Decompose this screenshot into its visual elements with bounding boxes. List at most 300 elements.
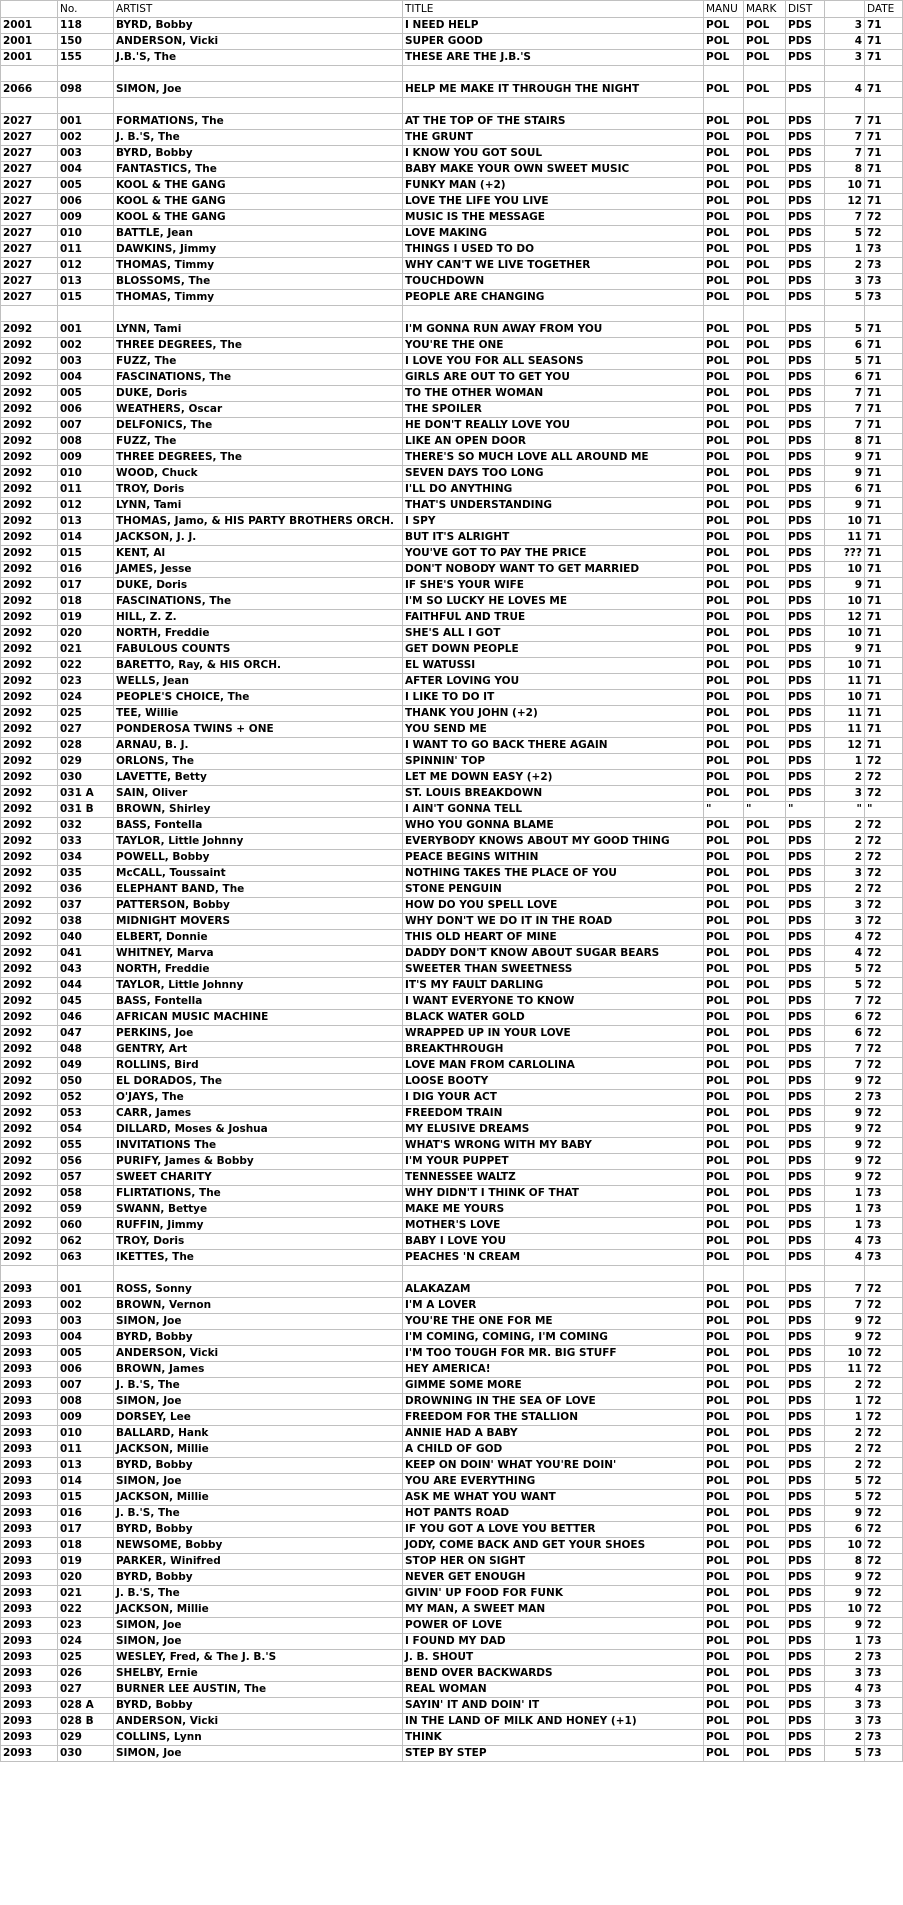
cell-title[interactable]: J. B. SHOUT (403, 1650, 704, 1666)
cell-artist[interactable]: BYRD, Bobby (114, 1698, 403, 1714)
cell-prefix[interactable]: 2092 (1, 818, 58, 834)
cell-title[interactable]: IF SHE'S YOUR WIFE (403, 578, 704, 594)
cell-title[interactable]: THESE ARE THE J.B.'S (403, 50, 704, 66)
cell-title[interactable] (403, 306, 704, 322)
cell-dist[interactable]: PDS (786, 1026, 825, 1042)
cell-dist[interactable]: PDS (786, 1042, 825, 1058)
cell-prefix[interactable]: 2093 (1, 1698, 58, 1714)
cell-manu[interactable]: POL (704, 514, 744, 530)
header-artist[interactable]: ARTIST (114, 1, 403, 18)
cell-manu[interactable]: POL (704, 1426, 744, 1442)
cell-artist[interactable]: BROWN, James (114, 1362, 403, 1378)
cell-number[interactable]: 013 (58, 274, 114, 290)
cell-artist[interactable]: THOMAS, Jamo, & HIS PARTY BROTHERS ORCH. (114, 514, 403, 530)
cell-mark[interactable]: POL (744, 226, 786, 242)
cell-artist[interactable]: NORTH, Freddie (114, 962, 403, 978)
cell-month[interactable]: 1 (825, 1186, 865, 1202)
cell-number[interactable]: 055 (58, 1138, 114, 1154)
cell-year[interactable]: 71 (865, 178, 903, 194)
cell-year[interactable]: 73 (865, 1682, 903, 1698)
cell-month[interactable]: 10 (825, 1538, 865, 1554)
cell-dist[interactable]: PDS (786, 1074, 825, 1090)
cell-number[interactable]: 001 (58, 1282, 114, 1298)
cell-artist[interactable]: RUFFIN, Jimmy (114, 1218, 403, 1234)
cell-mark[interactable]: POL (744, 1506, 786, 1522)
cell-title[interactable]: PEACE BEGINS WITHIN (403, 850, 704, 866)
cell-title[interactable]: BABY I LOVE YOU (403, 1234, 704, 1250)
cell-month[interactable]: 7 (825, 114, 865, 130)
cell-artist[interactable]: BYRD, Bobby (114, 1458, 403, 1474)
cell-manu[interactable]: POL (704, 1698, 744, 1714)
cell-dist[interactable]: PDS (786, 946, 825, 962)
cell-dist[interactable]: PDS (786, 898, 825, 914)
cell-prefix[interactable]: 2092 (1, 738, 58, 754)
cell-number[interactable]: 006 (58, 1362, 114, 1378)
cell-prefix[interactable]: 2092 (1, 1122, 58, 1138)
cell-mark[interactable]: POL (744, 1458, 786, 1474)
cell-number[interactable]: 031 B (58, 802, 114, 818)
cell-title[interactable]: LOVE THE LIFE YOU LIVE (403, 194, 704, 210)
cell-prefix[interactable]: 2092 (1, 1010, 58, 1026)
cell-manu[interactable]: POL (704, 1666, 744, 1682)
cell-mark[interactable]: POL (744, 82, 786, 98)
cell-artist[interactable]: PATTERSON, Bobby (114, 898, 403, 914)
cell-year[interactable]: 73 (865, 258, 903, 274)
cell-artist[interactable]: BYRD, Bobby (114, 1522, 403, 1538)
cell-dist[interactable]: PDS (786, 1474, 825, 1490)
cell-dist[interactable]: PDS (786, 562, 825, 578)
cell-prefix[interactable]: 2092 (1, 850, 58, 866)
cell-month[interactable]: 9 (825, 1138, 865, 1154)
cell-number[interactable] (58, 1266, 114, 1282)
cell-year[interactable]: 73 (865, 1730, 903, 1746)
cell-prefix[interactable]: 2092 (1, 322, 58, 338)
cell-mark[interactable]: POL (744, 178, 786, 194)
cell-artist[interactable]: MIDNIGHT MOVERS (114, 914, 403, 930)
cell-artist[interactable]: POWELL, Bobby (114, 850, 403, 866)
cell-artist[interactable]: JAMES, Jesse (114, 562, 403, 578)
cell-prefix[interactable]: 2092 (1, 338, 58, 354)
cell-prefix[interactable]: 2092 (1, 802, 58, 818)
cell-dist[interactable]: PDS (786, 114, 825, 130)
cell-year[interactable]: 72 (865, 1058, 903, 1074)
cell-year[interactable]: 73 (865, 1090, 903, 1106)
cell-year[interactable]: 72 (865, 930, 903, 946)
cell-mark[interactable]: POL (744, 402, 786, 418)
cell-year[interactable]: 71 (865, 722, 903, 738)
cell-title[interactable]: FREEDOM TRAIN (403, 1106, 704, 1122)
cell-title[interactable]: I'M SO LUCKY HE LOVES ME (403, 594, 704, 610)
cell-manu[interactable]: POL (704, 50, 744, 66)
cell-title[interactable]: I AIN'T GONNA TELL (403, 802, 704, 818)
cell-month[interactable]: 7 (825, 1042, 865, 1058)
cell-artist[interactable]: BATTLE, Jean (114, 226, 403, 242)
cell-manu[interactable]: POL (704, 626, 744, 642)
cell-artist[interactable]: NORTH, Freddie (114, 626, 403, 642)
cell-manu[interactable]: POL (704, 978, 744, 994)
cell-mark[interactable]: POL (744, 18, 786, 34)
cell-year[interactable]: 72 (865, 1282, 903, 1298)
cell-prefix[interactable]: 2093 (1, 1474, 58, 1490)
cell-month[interactable]: 10 (825, 658, 865, 674)
cell-prefix[interactable]: 2092 (1, 706, 58, 722)
cell-prefix[interactable] (1, 1266, 58, 1282)
cell-number[interactable]: 029 (58, 1730, 114, 1746)
cell-mark[interactable]: POL (744, 258, 786, 274)
cell-year[interactable]: 71 (865, 450, 903, 466)
cell-month[interactable]: 9 (825, 1074, 865, 1090)
cell-prefix[interactable]: 2092 (1, 1074, 58, 1090)
cell-month[interactable]: 2 (825, 1650, 865, 1666)
cell-month[interactable]: 6 (825, 370, 865, 386)
cell-dist[interactable]: PDS (786, 1506, 825, 1522)
cell-artist[interactable]: GENTRY, Art (114, 1042, 403, 1058)
cell-month[interactable]: 9 (825, 1330, 865, 1346)
cell-number[interactable]: 013 (58, 514, 114, 530)
cell-artist[interactable]: DILLARD, Moses & Joshua (114, 1122, 403, 1138)
cell-artist[interactable]: SIMON, Joe (114, 1314, 403, 1330)
cell-title[interactable]: I'M GONNA RUN AWAY FROM YOU (403, 322, 704, 338)
cell-month[interactable]: 12 (825, 194, 865, 210)
cell-year[interactable]: 72 (865, 1586, 903, 1602)
cell-title[interactable]: WRAPPED UP IN YOUR LOVE (403, 1026, 704, 1042)
cell-month[interactable]: 11 (825, 530, 865, 546)
cell-manu[interactable]: POL (704, 658, 744, 674)
cell-mark[interactable]: POL (744, 1026, 786, 1042)
cell-mark[interactable]: POL (744, 1634, 786, 1650)
cell-dist[interactable]: PDS (786, 1314, 825, 1330)
cell-dist[interactable]: PDS (786, 1538, 825, 1554)
cell-dist[interactable]: PDS (786, 1394, 825, 1410)
cell-month[interactable]: 3 (825, 1714, 865, 1730)
cell-mark[interactable]: POL (744, 1138, 786, 1154)
cell-number[interactable]: 043 (58, 962, 114, 978)
cell-month[interactable]: 5 (825, 354, 865, 370)
cell-month[interactable]: 3 (825, 18, 865, 34)
cell-dist[interactable]: PDS (786, 1698, 825, 1714)
cell-prefix[interactable]: 2093 (1, 1634, 58, 1650)
cell-prefix[interactable]: 2092 (1, 1138, 58, 1154)
cell-prefix[interactable]: 2027 (1, 130, 58, 146)
cell-title[interactable]: TO THE OTHER WOMAN (403, 386, 704, 402)
cell-year[interactable]: " (865, 802, 903, 818)
cell-artist[interactable]: KOOL & THE GANG (114, 210, 403, 226)
cell-dist[interactable]: PDS (786, 466, 825, 482)
cell-title[interactable]: I'M TOO TOUGH FOR MR. BIG STUFF (403, 1346, 704, 1362)
cell-dist[interactable]: PDS (786, 146, 825, 162)
cell-prefix[interactable]: 2093 (1, 1586, 58, 1602)
cell-mark[interactable]: POL (744, 434, 786, 450)
cell-title[interactable] (403, 66, 704, 82)
cell-prefix[interactable]: 2093 (1, 1346, 58, 1362)
cell-month[interactable]: 7 (825, 1298, 865, 1314)
cell-manu[interactable]: POL (704, 786, 744, 802)
cell-number[interactable]: 020 (58, 626, 114, 642)
cell-month[interactable]: 3 (825, 786, 865, 802)
cell-prefix[interactable]: 2001 (1, 34, 58, 50)
cell-dist[interactable]: PDS (786, 546, 825, 562)
cell-month[interactable]: 1 (825, 1634, 865, 1650)
cell-artist[interactable]: FORMATIONS, The (114, 114, 403, 130)
cell-artist[interactable]: TROY, Doris (114, 1234, 403, 1250)
cell-dist[interactable]: PDS (786, 226, 825, 242)
cell-artist[interactable]: J.B.'S, The (114, 50, 403, 66)
cell-prefix[interactable]: 2092 (1, 386, 58, 402)
cell-dist[interactable] (786, 1266, 825, 1282)
cell-month[interactable]: 10 (825, 514, 865, 530)
cell-dist[interactable]: PDS (786, 1682, 825, 1698)
cell-title[interactable]: MAKE ME YOURS (403, 1202, 704, 1218)
cell-year[interactable]: 72 (865, 962, 903, 978)
cell-artist[interactable]: BYRD, Bobby (114, 18, 403, 34)
cell-number[interactable]: 155 (58, 50, 114, 66)
cell-artist[interactable]: PEOPLE'S CHOICE, The (114, 690, 403, 706)
cell-dist[interactable]: PDS (786, 1730, 825, 1746)
cell-artist[interactable]: CARR, James (114, 1106, 403, 1122)
cell-artist[interactable]: SIMON, Joe (114, 1618, 403, 1634)
cell-prefix[interactable]: 2092 (1, 946, 58, 962)
cell-manu[interactable]: POL (704, 146, 744, 162)
cell-month[interactable]: 3 (825, 274, 865, 290)
cell-artist[interactable] (114, 98, 403, 114)
cell-prefix[interactable]: 2093 (1, 1426, 58, 1442)
header-dist[interactable]: DIST (786, 1, 825, 18)
cell-manu[interactable]: POL (704, 1394, 744, 1410)
cell-mark[interactable]: POL (744, 162, 786, 178)
cell-artist[interactable]: TROY, Doris (114, 482, 403, 498)
cell-year[interactable]: 72 (865, 1602, 903, 1618)
cell-month[interactable]: 9 (825, 1314, 865, 1330)
header-prefix[interactable] (1, 1, 58, 18)
cell-mark[interactable]: POL (744, 562, 786, 578)
cell-number[interactable]: 031 A (58, 786, 114, 802)
cell-month[interactable]: 4 (825, 1682, 865, 1698)
cell-year[interactable]: 71 (865, 402, 903, 418)
cell-title[interactable]: POWER OF LOVE (403, 1618, 704, 1634)
cell-number[interactable] (58, 66, 114, 82)
cell-mark[interactable]: POL (744, 1282, 786, 1298)
cell-title[interactable]: YOU ARE EVERYTHING (403, 1474, 704, 1490)
cell-dist[interactable]: PDS (786, 1714, 825, 1730)
cell-artist[interactable]: THREE DEGREES, The (114, 338, 403, 354)
cell-mark[interactable]: POL (744, 1554, 786, 1570)
cell-dist[interactable]: PDS (786, 1186, 825, 1202)
cell-number[interactable]: 023 (58, 1618, 114, 1634)
cell-artist[interactable]: J. B.'S, The (114, 130, 403, 146)
cell-year[interactable]: 72 (865, 834, 903, 850)
cell-dist[interactable]: PDS (786, 866, 825, 882)
cell-dist[interactable]: PDS (786, 1106, 825, 1122)
cell-month[interactable]: 7 (825, 402, 865, 418)
cell-manu[interactable]: POL (704, 834, 744, 850)
cell-number[interactable]: 118 (58, 18, 114, 34)
cell-dist[interactable]: PDS (786, 242, 825, 258)
cell-year[interactable]: 72 (865, 1442, 903, 1458)
cell-mark[interactable]: POL (744, 370, 786, 386)
cell-artist[interactable]: WOOD, Chuck (114, 466, 403, 482)
cell-prefix[interactable]: 2093 (1, 1362, 58, 1378)
cell-dist[interactable]: PDS (786, 354, 825, 370)
cell-year[interactable]: 73 (865, 274, 903, 290)
cell-number[interactable]: 038 (58, 914, 114, 930)
cell-manu[interactable]: POL (704, 290, 744, 306)
cell-month[interactable]: 6 (825, 1522, 865, 1538)
cell-dist[interactable]: PDS (786, 1410, 825, 1426)
cell-manu[interactable]: POL (704, 498, 744, 514)
cell-artist[interactable]: SIMON, Joe (114, 1474, 403, 1490)
cell-artist[interactable]: FASCINATIONS, The (114, 370, 403, 386)
cell-mark[interactable]: POL (744, 1410, 786, 1426)
cell-artist[interactable]: PURIFY, James & Bobby (114, 1154, 403, 1170)
cell-dist[interactable]: PDS (786, 1298, 825, 1314)
cell-mark[interactable]: POL (744, 738, 786, 754)
cell-title[interactable]: BUT IT'S ALRIGHT (403, 530, 704, 546)
cell-number[interactable]: 015 (58, 546, 114, 562)
cell-prefix[interactable]: 2027 (1, 226, 58, 242)
cell-year[interactable]: 71 (865, 578, 903, 594)
cell-prefix[interactable]: 2092 (1, 1026, 58, 1042)
cell-title[interactable]: HELP ME MAKE IT THROUGH THE NIGHT (403, 82, 704, 98)
cell-month[interactable]: " (825, 802, 865, 818)
cell-number[interactable]: 009 (58, 450, 114, 466)
cell-month[interactable]: 3 (825, 1698, 865, 1714)
cell-month[interactable]: 11 (825, 722, 865, 738)
cell-manu[interactable]: POL (704, 850, 744, 866)
cell-number[interactable]: 016 (58, 1506, 114, 1522)
cell-month[interactable]: 9 (825, 642, 865, 658)
cell-artist[interactable]: BYRD, Bobby (114, 1330, 403, 1346)
cell-number[interactable]: 052 (58, 1090, 114, 1106)
cell-number[interactable]: 007 (58, 418, 114, 434)
cell-artist[interactable]: ANDERSON, Vicki (114, 34, 403, 50)
cell-dist[interactable]: PDS (786, 514, 825, 530)
cell-month[interactable]: 11 (825, 1362, 865, 1378)
cell-year[interactable]: 71 (865, 146, 903, 162)
cell-title[interactable]: SHE'S ALL I GOT (403, 626, 704, 642)
cell-title[interactable]: AT THE TOP OF THE STAIRS (403, 114, 704, 130)
cell-number[interactable]: 012 (58, 498, 114, 514)
cell-prefix[interactable]: 2092 (1, 1058, 58, 1074)
cell-mark[interactable]: POL (744, 1250, 786, 1266)
cell-month[interactable]: 7 (825, 130, 865, 146)
cell-manu[interactable]: POL (704, 1538, 744, 1554)
cell-title[interactable]: MY ELUSIVE DREAMS (403, 1122, 704, 1138)
cell-mark[interactable]: POL (744, 1586, 786, 1602)
cell-title[interactable]: HOW DO YOU SPELL LOVE (403, 898, 704, 914)
cell-prefix[interactable]: 2092 (1, 642, 58, 658)
cell-year[interactable]: 72 (865, 946, 903, 962)
cell-prefix[interactable]: 2092 (1, 562, 58, 578)
cell-artist[interactable]: TAYLOR, Little Johnny (114, 978, 403, 994)
cell-month[interactable]: 2 (825, 850, 865, 866)
cell-artist[interactable]: WEATHERS, Oscar (114, 402, 403, 418)
cell-dist[interactable]: PDS (786, 1346, 825, 1362)
cell-artist[interactable]: J. B.'S, The (114, 1506, 403, 1522)
cell-title[interactable]: HEY AMERICA! (403, 1362, 704, 1378)
cell-manu[interactable]: POL (704, 962, 744, 978)
cell-mark[interactable]: POL (744, 354, 786, 370)
cell-mark[interactable]: POL (744, 834, 786, 850)
cell-mark[interactable]: POL (744, 1650, 786, 1666)
cell-year[interactable]: 72 (865, 1458, 903, 1474)
cell-month[interactable]: 7 (825, 418, 865, 434)
cell-year[interactable]: 73 (865, 1650, 903, 1666)
cell-number[interactable]: 041 (58, 946, 114, 962)
cell-artist[interactable]: LAVETTE, Betty (114, 770, 403, 786)
cell-month[interactable]: 9 (825, 450, 865, 466)
cell-month[interactable]: 6 (825, 338, 865, 354)
cell-number[interactable]: 004 (58, 162, 114, 178)
cell-manu[interactable]: POL (704, 1154, 744, 1170)
cell-artist[interactable]: FASCINATIONS, The (114, 594, 403, 610)
header-month[interactable] (825, 1, 865, 18)
cell-year[interactable]: 73 (865, 1218, 903, 1234)
cell-artist[interactable]: BROWN, Shirley (114, 802, 403, 818)
cell-manu[interactable]: POL (704, 1010, 744, 1026)
cell-manu[interactable]: POL (704, 1410, 744, 1426)
cell-number[interactable]: 004 (58, 1330, 114, 1346)
cell-mark[interactable]: " (744, 802, 786, 818)
cell-title[interactable]: A CHILD OF GOD (403, 1442, 704, 1458)
cell-mark[interactable]: POL (744, 1666, 786, 1682)
cell-title[interactable]: ALAKAZAM (403, 1282, 704, 1298)
cell-prefix[interactable]: 2093 (1, 1714, 58, 1730)
cell-prefix[interactable]: 2092 (1, 674, 58, 690)
cell-mark[interactable]: POL (744, 1202, 786, 1218)
cell-mark[interactable]: POL (744, 578, 786, 594)
cell-prefix[interactable]: 2027 (1, 242, 58, 258)
cell-artist[interactable]: AFRICAN MUSIC MACHINE (114, 1010, 403, 1026)
cell-manu[interactable]: POL (704, 482, 744, 498)
cell-prefix[interactable]: 2092 (1, 1090, 58, 1106)
cell-manu[interactable]: POL (704, 594, 744, 610)
cell-title[interactable]: WHY DON'T WE DO IT IN THE ROAD (403, 914, 704, 930)
cell-manu[interactable]: POL (704, 546, 744, 562)
cell-dist[interactable]: PDS (786, 1666, 825, 1682)
cell-dist[interactable]: PDS (786, 498, 825, 514)
cell-mark[interactable]: POL (744, 1618, 786, 1634)
cell-manu[interactable]: POL (704, 690, 744, 706)
cell-year[interactable]: 71 (865, 738, 903, 754)
cell-dist[interactable]: PDS (786, 1122, 825, 1138)
cell-manu[interactable]: POL (704, 818, 744, 834)
cell-artist[interactable]: SAIN, Oliver (114, 786, 403, 802)
cell-manu[interactable]: POL (704, 1730, 744, 1746)
cell-number[interactable]: 027 (58, 1682, 114, 1698)
cell-year[interactable] (865, 66, 903, 82)
cell-mark[interactable]: POL (744, 962, 786, 978)
cell-manu[interactable]: POL (704, 82, 744, 98)
cell-prefix[interactable]: 2093 (1, 1570, 58, 1586)
cell-artist[interactable]: BALLARD, Hank (114, 1426, 403, 1442)
cell-month[interactable]: 7 (825, 386, 865, 402)
cell-dist[interactable]: PDS (786, 674, 825, 690)
cell-number[interactable]: 053 (58, 1106, 114, 1122)
cell-artist[interactable]: DUKE, Doris (114, 578, 403, 594)
cell-month[interactable]: 9 (825, 1170, 865, 1186)
cell-mark[interactable]: POL (744, 658, 786, 674)
cell-title[interactable]: YOU'RE THE ONE (403, 338, 704, 354)
cell-prefix[interactable]: 2093 (1, 1650, 58, 1666)
cell-dist[interactable]: PDS (786, 594, 825, 610)
cell-dist[interactable]: PDS (786, 1058, 825, 1074)
cell-prefix[interactable]: 2092 (1, 1042, 58, 1058)
cell-number[interactable]: 004 (58, 370, 114, 386)
cell-prefix[interactable]: 2093 (1, 1746, 58, 1762)
cell-prefix[interactable]: 2092 (1, 578, 58, 594)
cell-month[interactable]: 6 (825, 1010, 865, 1026)
cell-year[interactable]: 72 (865, 1394, 903, 1410)
